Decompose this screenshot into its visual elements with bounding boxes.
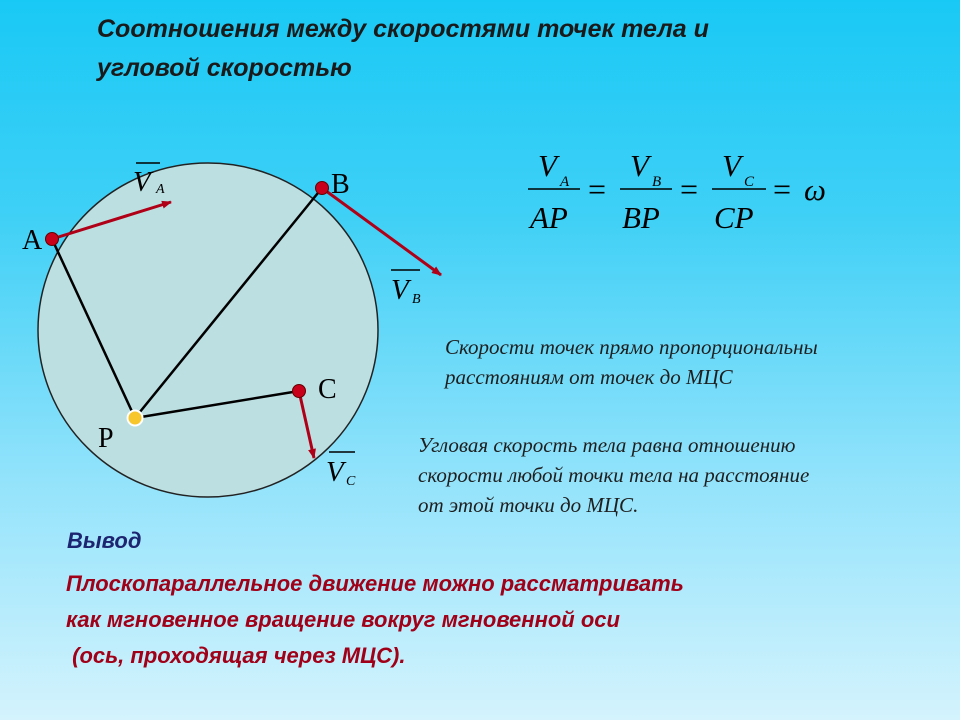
label-vector-vb [391,270,421,307]
note-angular-velocity [418,430,809,520]
label-vb-sub: B [412,292,421,307]
label-point-a: A [22,225,43,256]
note-angular-line-1: Угловая скорость тела равна отношению [418,433,796,457]
conclusion-line-1: Плоскопараллельное движение можно рассматривать [66,571,684,596]
formula-f3-num-sub: C [744,174,755,190]
label-point-c: C [318,374,337,405]
label-va-sub: A [156,182,165,197]
formula-f3-num-letter: V [722,148,741,183]
point-b-marker [316,182,329,195]
conclusion-heading: Вывод [67,528,142,553]
formula-eq-3: = [773,171,792,207]
label-point-b: B [331,169,350,200]
formula-f2-num-sub: B [652,174,662,190]
formula-eq-1: = [588,171,607,207]
formula-omega: ω [804,172,826,207]
label-vc-letter: V [326,456,344,488]
conclusion-line-3: (ось, проходящая через МЦС). [66,643,406,668]
formula-f2-den: BP [622,200,660,235]
point-c-marker [293,385,306,398]
note-proportional-line-2: расстояниям от точек до МЦС [445,365,733,389]
note-proportional [445,332,818,392]
point-a-marker [46,233,59,246]
formula-f3-den: CP [714,200,754,235]
title-line-1: Соотношения между скоростями точек тела и [97,15,709,43]
note-proportional-line-1: Скорости точек прямо пропорциональны [445,335,818,359]
ratio-formula [528,148,826,235]
formula-f2-num-letter: V [630,148,649,183]
label-vb-letter: V [391,274,409,306]
pole-p-marker [128,411,143,426]
formula-f1-num-letter: V [538,148,557,183]
note-angular-line-3: от этой точки до МЦС. [418,493,639,517]
formula-f1-num-sub: A [560,174,570,190]
formula-eq-2: = [680,171,699,207]
label-vc-sub: C [346,474,356,489]
label-vector-vc [326,452,356,489]
label-va-letter: V [133,166,151,198]
title-line-2: угловой скоростью [97,54,352,82]
conclusion-line-2: как мгновенное вращение вокруг мгновенной оси [66,607,620,632]
formula-f1-den: AP [530,200,568,235]
note-angular-line-2: скорости любой точки тела на расстояние [418,463,810,487]
label-point-p: P [98,423,114,454]
conclusion-text [66,566,684,674]
